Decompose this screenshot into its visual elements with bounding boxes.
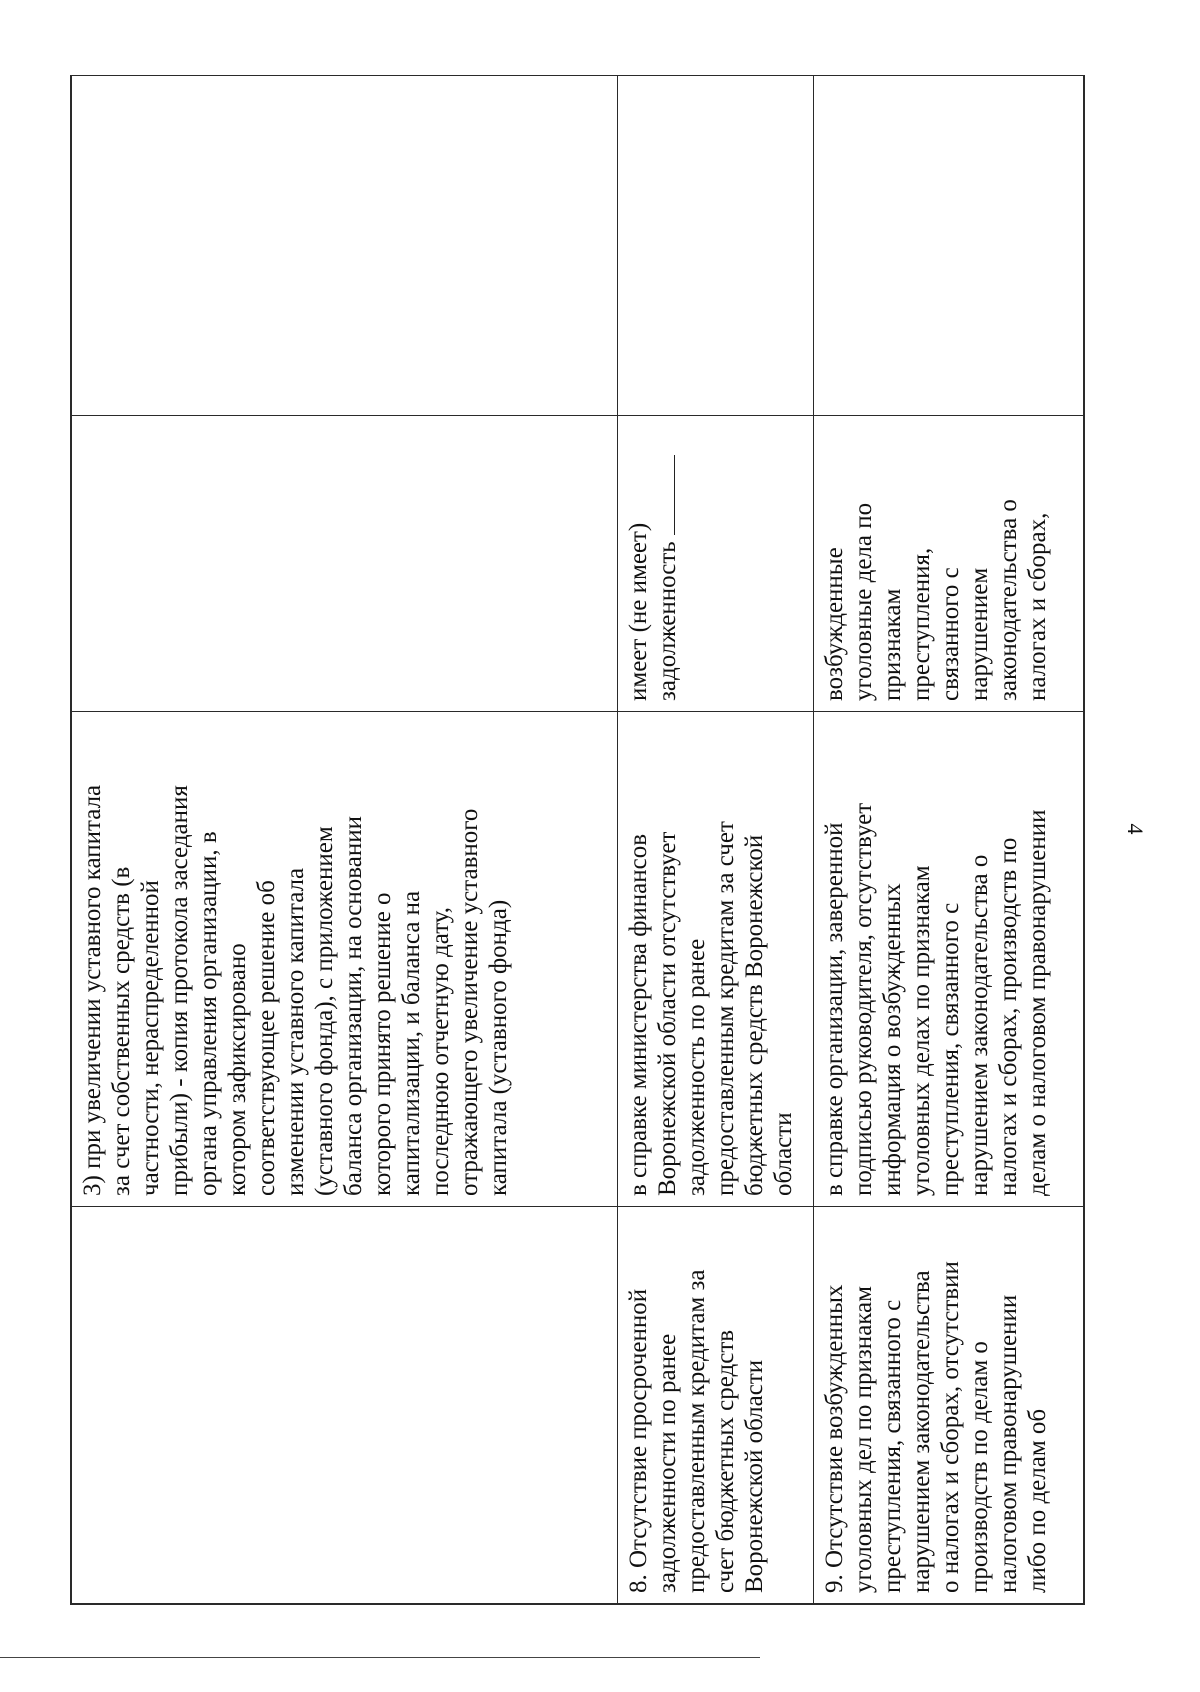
- footer-divider: [0, 1657, 760, 1658]
- document-table: [71, 75, 1084, 1604]
- table-cell-value: возбужденные уголовные дела по признакам преступления, связанного с нарушением законодательства о налогах и сборах,: [814, 416, 1084, 712]
- rotated-table-container: [71, 76, 1083, 1604]
- table-cell-criterion: 8. Отсутствие просроченной задолженности по ранее предоставленным кредитам за счет бюджетных средств Воронежской области: [618, 1207, 814, 1604]
- table-cell-document: 3) при увеличении уставного капитала за счет собственных средств (в частности, нераспределенной прибыли) - копия протокола заседания органа управления организации, в котором зафиксировано соответствующее решение об изменении уставного капитала (уставного фонда), с приложением баланса организации, на основании которого принято решение о капитализации, и баланса на последнюю отчетную дату, отражающего увеличение уставного капитала (уставного фонда): [72, 712, 618, 1207]
- table-row: [814, 76, 1084, 1604]
- table-cell-note: [618, 76, 814, 416]
- debt-label-line: [653, 426, 682, 701]
- blank-fill-line: [654, 455, 675, 535]
- debt-status-label: имеет (не имеет): [625, 522, 652, 701]
- table-cell-value: [618, 416, 814, 712]
- document-table-frame: [70, 75, 1085, 1605]
- debt-label: задолженность: [654, 541, 681, 701]
- table-row: [618, 76, 814, 1604]
- table-cell-document: в справке министерства финансов Воронежской области отсутствует задолженность по ранее предоставленным кредитам за счет бюджетных средств Воронежской области: [618, 712, 814, 1207]
- table-cell-note: [72, 76, 618, 416]
- table-cell-document: в справке организации, заверенной подписью руководителя, отсутствует информация о возбужденных уголовных делах по признакам преступления, связанного с нарушением законодательства о налогах и сборах, производств по делам о налоговом правонарушении: [814, 712, 1084, 1207]
- page-number: 4: [1123, 823, 1148, 835]
- table-cell-note: [814, 76, 1084, 416]
- table-cell-criterion: [72, 1207, 618, 1604]
- table-cell-criterion: 9. Отсутствие возбужденных уголовных дел по признакам преступления, связанного с нарушением законодательства о налогах и сборах, отсутствии производств по делам о налоговом правонарушении либо по делам об: [814, 1207, 1084, 1604]
- table-row: [72, 76, 618, 1604]
- table-cell-value: [72, 416, 618, 712]
